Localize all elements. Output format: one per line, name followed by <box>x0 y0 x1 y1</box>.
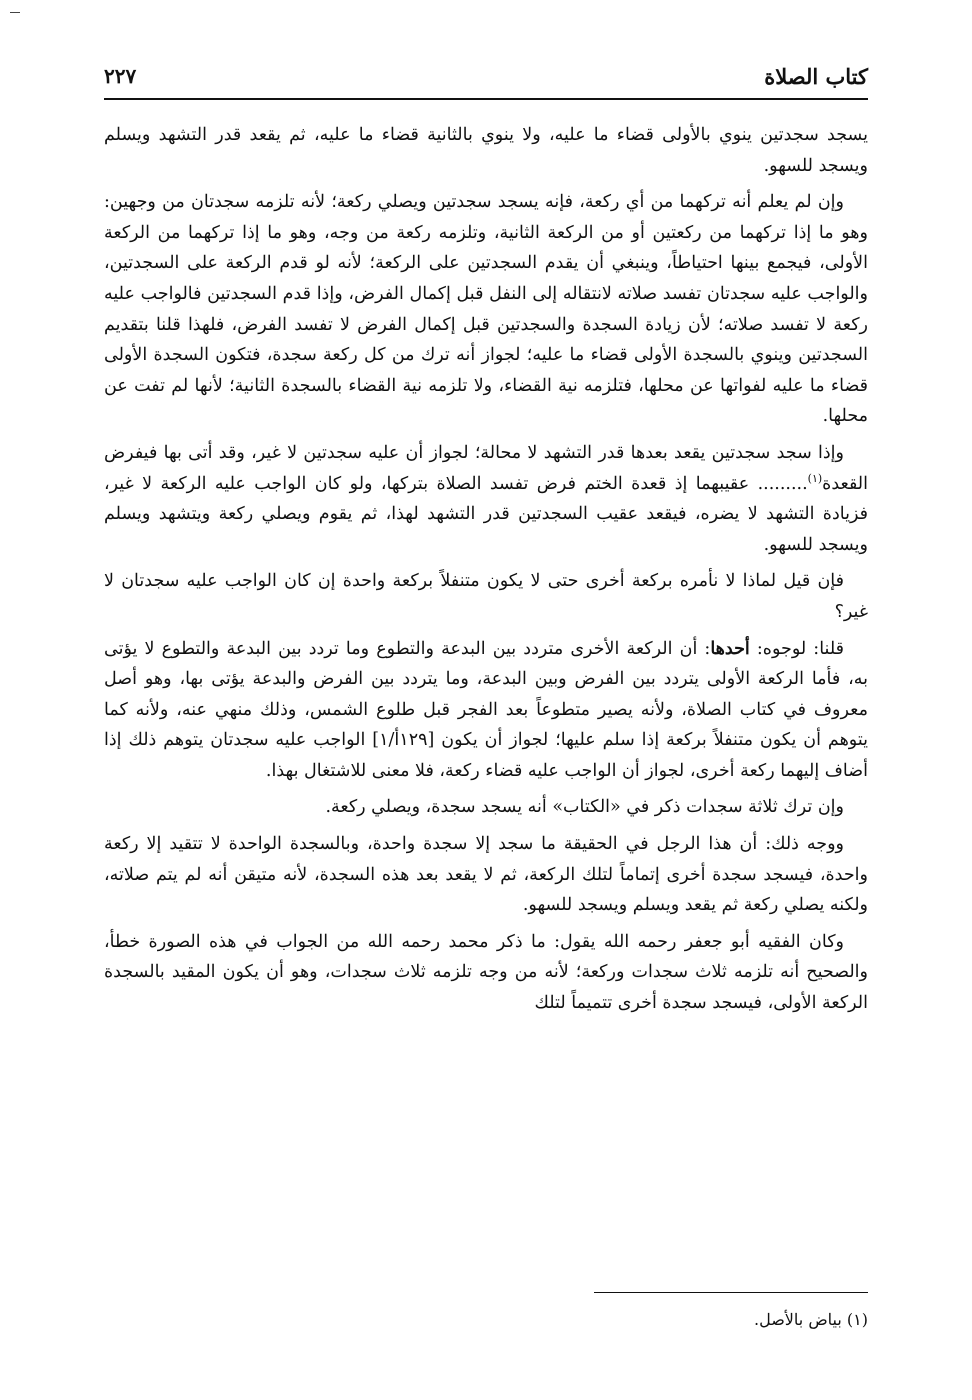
paragraph: فإن قيل لماذا لا نأمره بركعة أخرى حتى لا يكون متنفلاً بركعة واحدة إن كان الواجب عليه سجدتان لا غير؟ <box>104 571 868 622</box>
footnote-marker: (١) <box>846 1310 868 1329</box>
main-text <box>104 120 868 1025</box>
paragraph: ووجه ذلك: أن هذا الرجل في الحقيقة ما سجد إلا سجدة واحدة، وبالسجدة الواحدة لا تتقيد إلا ركعة واحدة، فيسجد سجدة أخرى إتماماً لتلك الركعة، ثم لا يقعد بعد هذه السجدة، لأنه متيقن أنه لم يتم صلاته، ولكنه يصلي ركعة ثم يقعد ويسلم ويسجد للسهو. <box>104 834 868 916</box>
bold-term: أحدها <box>710 638 750 659</box>
paragraph: وإن ترك ثلاثة سجدات ذكر في «الكتاب» أنه يسجد سجدة، ويصلي ركعة. <box>325 797 844 818</box>
running-header <box>104 58 868 94</box>
header-rule <box>104 98 868 100</box>
scan-corner-mark <box>10 12 20 13</box>
book-page <box>104 58 868 1348</box>
paragraph-text: وإذا سجد سجدتين يقعد بعدها قدر التشهد لا محالة؛ لجواز أن عليه سجدتين لا غير، وقد أتى بها فيفرض القعدة <box>104 442 868 494</box>
chapter-title: كتاب الصلاة <box>764 63 868 89</box>
paragraph: يسجد سجدتين ينوي بالأولى قضاء ما عليه، ولا ينوي بالثانية قضاء ما عليه، ثم يقعد قدر التشهد ويسلم ويسجد للسهو. <box>104 125 868 176</box>
footnote-text: بياض بالأصل. <box>753 1310 842 1329</box>
paragraph: وإن لم يعلم أنه تركهما من أي ركعة، فإنه يسجد سجدتين ويصلي ركعة؛ لأنه تلزمه سجدتان من وجهين: وهو ما إذا تركهما من ركعتين أو من الركعة الثانية، وتلزمه ركعة من وجه، وهو ما إذا تركهما من الركعة الأولى، فيجمع بينها احتياطاً، وينبغي أن يقدم السجدتين على الركعة؛ لأنه لو قدم الركعة على السجدتين، والواجب عليه سجدتان تفسد صلاته لانتقاله إلى النفل قبل إكمال الفرض، وإذا قدم السجدتين فالواجب عليه ركعة لا تفسد صلاته؛ لأن زيادة السجدة والسجدتين قبل إكمال الفرض لا تفسد الفرض، فلهذا قلنا بتقديم السجدتين وينوي بالسجدة الأولى قضاء ما عليه؛ لجواز أنه ترك من كل ركعة سجدة، فتكون السجدة الأولى قضاء ما عليه لفواتها عن محلها، فتلزمه نية القضاء، ولا تلزمه نية القضاء بالسجدة الثانية؛ لأنها لم تفت عن محلها. <box>104 192 868 427</box>
page-number: ٢٢٧ <box>104 64 137 88</box>
paragraph <box>104 634 868 787</box>
footnote-rule <box>594 1292 868 1293</box>
paragraph-text: ......... عقيبهما إذ قعدة الختم فرض تفسد الصلاة بتركها، ولو كان الواجب عليه الركعة لا غير، فزيادة التشهد لا يضره، فيقعد عقيب السجدتين قدر التشهد لهذا، ثم يقوم ويصلي ركعة ويتشهد ويسلم ويسجد للسهو. <box>104 473 868 555</box>
footnote-reference: (١) <box>807 471 823 485</box>
paragraph <box>104 438 868 560</box>
paragraph-text: قلنا: لوجوه: <box>756 638 844 659</box>
paragraph: وكان الفقيه أبو جعفر رحمه الله يقول: ما ذكر محمد رحمه الله من الجواب في هذه الصورة خطأ، والصحيح أنه تلزمه ثلاث سجدات وركعة؛ لأنه من وجه تلزمه ثلاث سجدات، وهو أن يكون المقيد بالسجدة الركعة الأولى، فيسجد سجدة أخرى تتميماً لتلك <box>104 931 868 1014</box>
footnote <box>104 1308 868 1332</box>
paragraph-text: : أن الركعة الأخرى متردد بين البدعة والتطوع وما تردد بين البدعة والتطوع لا يؤتى به، فأما الركعة الأولى يتردد بين الفرض وبين البدعة، وما يتردد بين الفرض والبدعة يؤتى بها، وهو أصل معروف في كتاب الصلاة، ولأنه يصير متطوعاً بعد الفجر قبل طلوع الشمس، وذلك منهي عنه، ولأنه كما يتوهم أن يكون متنفلاً بركعة إذا سلم عليها؛ لجواز أن يكون [١٢٩أ/١] الواجب عليه سجدتان يتوهم ذلك إذا أضاف إليهما ركعة أخرى، لجواز أن الواجب عليه قضاء ركعة، فلا معنى للاشتغال بهذا. <box>104 638 869 781</box>
